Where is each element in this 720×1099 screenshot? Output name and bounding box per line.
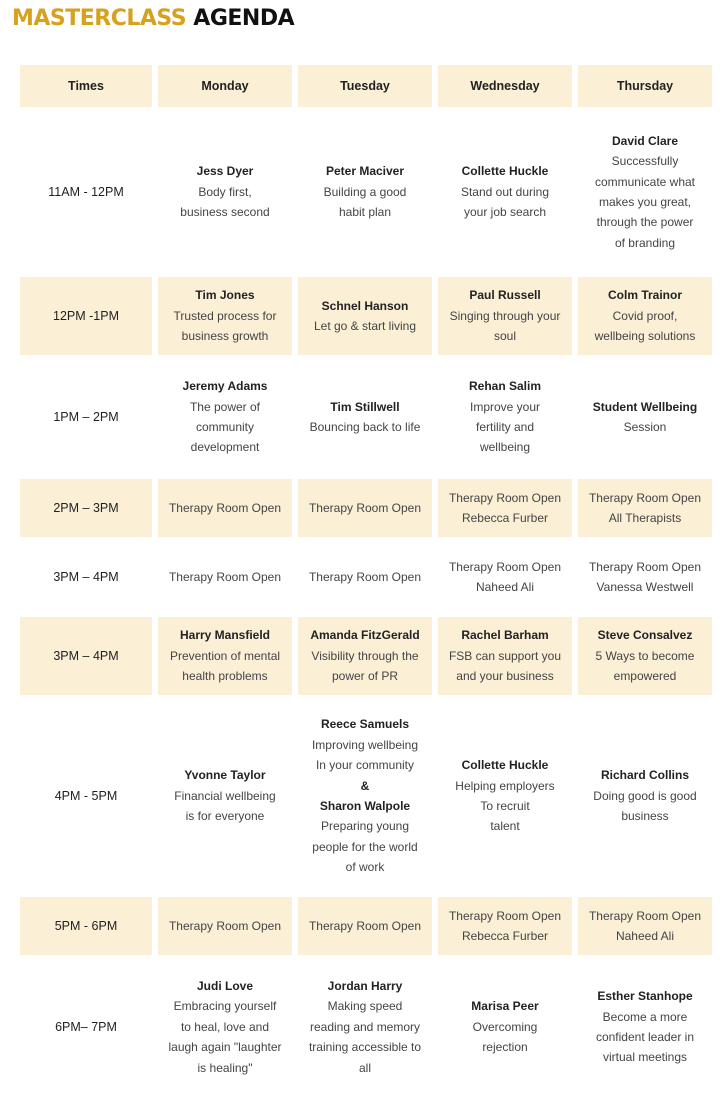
session-cell <box>438 113 572 271</box>
agenda-row <box>20 701 712 891</box>
session-cell <box>298 113 432 271</box>
speaker-name: Richard Collins <box>600 768 689 783</box>
speaker-name: Jordan Harry <box>327 978 403 993</box>
session-description: Doing good is good <box>593 788 697 803</box>
session-cell <box>158 479 292 537</box>
time-slot: 12PM -1PM <box>20 277 152 355</box>
session-description: Prevention of mental <box>169 648 281 663</box>
time-slot: 4PM - 5PM <box>54 788 118 803</box>
header-times: Times <box>20 65 152 107</box>
session-description: In your community <box>315 758 415 773</box>
session-description: Therapy Room Open <box>168 500 282 515</box>
session-description: makes you great, <box>598 195 692 209</box>
session-description: The power of <box>189 399 261 414</box>
session-cell <box>578 701 712 891</box>
session-cell <box>578 361 712 473</box>
speaker-name: Sharon Walpole <box>319 799 411 813</box>
session-description: Rebecca Furber <box>461 929 549 943</box>
header-thursday: Thursday <box>578 65 712 107</box>
header-wednesday: Wednesday <box>438 65 572 107</box>
session-cell <box>438 897 572 955</box>
ampersand: & <box>360 778 370 793</box>
session-description: Trusted process for <box>173 308 277 323</box>
speaker-name: Schnel Hanson <box>321 298 409 313</box>
speaker-name: Rachel Barham <box>461 628 549 643</box>
session-cell <box>298 617 432 695</box>
speaker-name: Harry Mansfield <box>179 628 271 643</box>
session-description: of branding <box>614 235 676 250</box>
time-slot: 3PM – 4PM <box>20 617 152 695</box>
session-description: community <box>195 420 254 434</box>
session-description: habit plan <box>338 205 392 220</box>
session-description: Therapy Room Open <box>308 500 422 515</box>
title-highlight: MASTERCLASS <box>12 6 187 31</box>
speaker-name: Esther Stanhope <box>597 989 693 1004</box>
session-description: Therapy Room Open <box>448 490 562 505</box>
session-description: Building a good <box>323 184 407 199</box>
session-description: is for everyone <box>185 809 265 824</box>
session-description: Embracing yourself <box>173 999 277 1014</box>
session-description: wellbeing <box>479 440 531 455</box>
title-rest: AGENDA <box>186 6 295 31</box>
agenda-row <box>20 543 712 611</box>
session-description: laugh again "laughter <box>168 1040 282 1055</box>
session-cell <box>298 361 432 473</box>
session-description: rejection <box>482 1040 528 1055</box>
session-cell <box>158 113 292 271</box>
session-description: Naheed Ali <box>615 929 675 943</box>
session-cell <box>438 479 572 537</box>
session-description: all <box>358 1060 371 1075</box>
session-description: Bouncing back to life <box>309 420 421 434</box>
session-description: Therapy Room Open <box>168 569 282 584</box>
header-monday: Monday <box>158 65 292 107</box>
session-description: 5 Ways to become <box>595 648 695 663</box>
speaker-name: Collette Huckle <box>461 164 549 179</box>
session-cell <box>438 361 572 473</box>
session-cell <box>578 617 712 695</box>
session-description: business <box>621 809 669 824</box>
session-cell <box>298 701 432 891</box>
agenda-row <box>20 113 712 271</box>
header-row <box>20 65 712 107</box>
session-description: and your business <box>456 669 554 684</box>
session-description: Therapy Room Open <box>448 908 562 923</box>
speaker-name: Rehan Salim <box>468 379 542 394</box>
time-slot: 2PM – 3PM <box>20 479 152 537</box>
speaker-name: Steve Consalvez <box>597 628 693 643</box>
session-description: Therapy Room Open <box>168 918 282 933</box>
session-description: soul <box>493 329 516 344</box>
session-description: development <box>190 440 260 455</box>
speaker-name: Paul Russell <box>469 288 541 303</box>
session-description: Let go & start living <box>313 319 417 333</box>
session-description: Helping employers <box>455 778 555 793</box>
session-description: Stand out during <box>460 184 550 199</box>
session-cell <box>158 961 292 1093</box>
agenda-body <box>20 113 712 1093</box>
session-description: through the power <box>596 215 694 230</box>
speaker-name: Jess Dyer <box>196 164 254 179</box>
session-description: Therapy Room Open <box>448 559 562 574</box>
session-description: health problems <box>182 669 268 684</box>
agenda-table <box>14 59 718 1099</box>
session-description: Body first, <box>198 184 252 199</box>
session-description: Session <box>623 420 667 434</box>
session-description: Successfully <box>611 154 679 169</box>
speaker-name: David Clare <box>611 133 679 148</box>
session-description: your job search <box>463 205 547 220</box>
session-description: reading and memory <box>309 1019 421 1034</box>
session-cell <box>578 961 712 1093</box>
session-description: business second <box>180 205 270 220</box>
session-cell <box>438 543 572 611</box>
session-description: All Therapists <box>608 511 682 525</box>
session-cell <box>298 961 432 1093</box>
session-cell <box>298 277 432 355</box>
session-description: is healing" <box>197 1060 253 1075</box>
session-description: power of PR <box>331 669 399 684</box>
session-description: Covid proof, <box>612 308 678 323</box>
speaker-name: Tim Stillwell <box>330 399 400 414</box>
session-description: people for the world <box>312 839 418 854</box>
session-cell <box>298 479 432 537</box>
speaker-name: Collette Huckle <box>461 758 549 773</box>
session-description: Therapy Room Open <box>588 490 702 505</box>
agenda-row <box>20 897 712 955</box>
time-slot: 5PM - 6PM <box>20 897 152 955</box>
session-description: confident leader in <box>595 1030 695 1044</box>
session-description: business growth <box>181 329 269 344</box>
session-cell <box>158 277 292 355</box>
session-cell <box>578 277 712 355</box>
speaker-name: Colm Trainor <box>607 288 682 303</box>
session-description: talent <box>490 819 520 834</box>
session-description: Therapy Room Open <box>308 569 422 584</box>
session-description: To recruit <box>480 799 530 813</box>
session-description: virtual meetings <box>602 1050 688 1065</box>
session-description: communicate what <box>594 174 696 189</box>
session-cell <box>578 479 712 537</box>
session-description: training accessible to <box>308 1040 422 1055</box>
speaker-name: Amanda FitzGerald <box>310 628 420 643</box>
session-description: Therapy Room Open <box>588 908 702 923</box>
session-description: Improve your <box>469 399 541 414</box>
session-cell <box>578 897 712 955</box>
session-description: Therapy Room Open <box>308 918 422 933</box>
session-cell <box>298 897 432 955</box>
session-cell <box>438 701 572 891</box>
header-tuesday: Tuesday <box>298 65 432 107</box>
session-cell <box>578 543 712 611</box>
time-slot: 6PM– 7PM <box>55 1019 117 1034</box>
session-cell <box>438 277 572 355</box>
speaker-name: Jeremy Adams <box>182 379 268 394</box>
session-cell <box>158 701 292 891</box>
session-description: to heal, love and <box>180 1019 270 1034</box>
time-slot: 1PM – 2PM <box>53 409 119 424</box>
session-description: wellbeing solutions <box>594 329 696 344</box>
session-cell <box>158 543 292 611</box>
session-description: Overcoming <box>472 1019 538 1034</box>
session-description: FSB can support you <box>448 648 562 663</box>
session-cell <box>158 361 292 473</box>
session-description: Become a more <box>602 1009 688 1024</box>
session-description: fertility and <box>475 420 535 434</box>
session-description: of work <box>345 860 385 875</box>
agenda-row <box>20 617 712 695</box>
speaker-name: Reece Samuels <box>320 717 410 732</box>
speaker-name: Judi Love <box>196 978 253 993</box>
session-description: Therapy Room Open <box>588 559 702 574</box>
session-description: empowered <box>613 669 677 684</box>
session-cell <box>578 113 712 271</box>
session-description: Rebecca Furber <box>461 511 549 525</box>
session-cell <box>298 543 432 611</box>
speaker-name: Yvonne Taylor <box>184 768 266 783</box>
session-description: Making speed <box>327 999 403 1014</box>
agenda-row <box>20 961 712 1093</box>
agenda-row <box>20 361 712 473</box>
session-description: Financial wellbeing <box>174 788 276 803</box>
session-description: Visibility through the <box>311 648 419 663</box>
session-cell <box>438 961 572 1093</box>
session-description: Naheed Ali <box>475 580 535 594</box>
session-description: Improving wellbeing <box>311 737 419 752</box>
session-description: Singing through your <box>449 308 561 323</box>
time-slot: 11AM - 12PM <box>48 184 124 199</box>
speaker-name: Tim Jones <box>195 288 255 303</box>
page-title <box>12 6 294 31</box>
session-cell <box>438 617 572 695</box>
speaker-name: Peter Maciver <box>325 164 405 179</box>
session-cell <box>158 617 292 695</box>
time-slot: 3PM – 4PM <box>53 569 119 584</box>
session-description: Vanessa Westwell <box>596 580 694 594</box>
agenda-row <box>20 277 712 355</box>
speaker-name: Student Wellbeing <box>592 399 698 414</box>
speaker-name: Marisa Peer <box>471 999 539 1014</box>
agenda-row <box>20 479 712 537</box>
session-description: Preparing young <box>320 819 410 834</box>
session-cell <box>158 897 292 955</box>
